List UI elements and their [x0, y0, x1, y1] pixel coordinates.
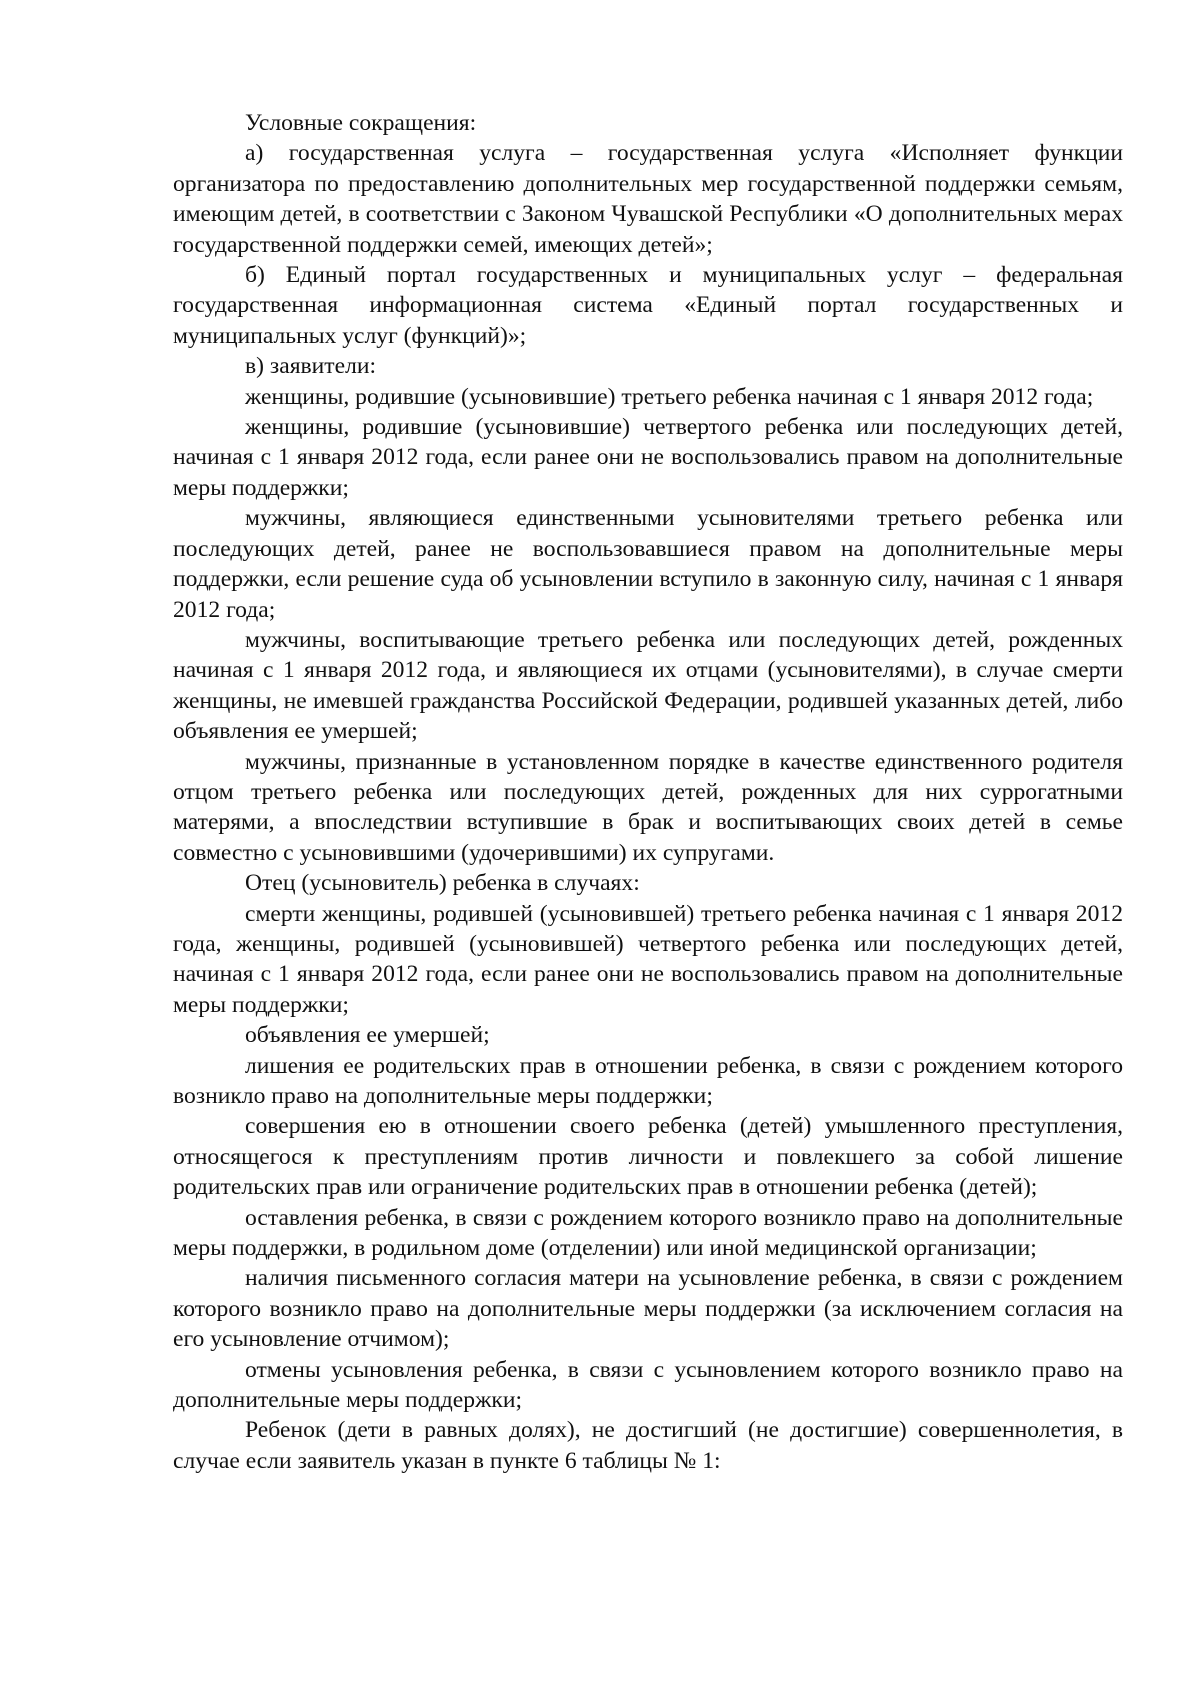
paragraph-case-deprivation: лишения ее родительских прав в отношении ребенка, в связи с рождением которого возникло право на дополнительные меры поддержки; [173, 1052, 1123, 1109]
paragraph-public-service: а) государственная услуга – государственная услуга «Исполняет функции организатора по предоставлению дополнительных мер государственной поддержки семьям, имеющим детей, в соответствии с Законом Чувашской Республики «О дополнительных мерах государственной поддержки семей, имеющих детей»; [173, 140, 1123, 258]
paragraph-case-death: смерти женщины, родившей (усыновившей) третьего ребенка начиная с 1 января 2012 года, женщины, родившей (усыновившей) четвертого ребенка или последующих детей, начиная с 1 января 2012 года, если ранее они не воспользовались правом на дополнительные меры поддержки; [173, 900, 1123, 1018]
paragraph-case-consent: наличия письменного согласия матери на усыновление ребенка, в связи с рождением которого возникло право на дополнительные меры поддержки (за исключением согласия на его усыновление отчимом); [173, 1265, 1123, 1353]
paragraph-men-sole-adopters: мужчины, являющиеся единственными усыновителями третьего ребенка или последующих детей, ранее не воспользовавшиеся правом на дополнительные меры поддержки, если решение суда об усыновлении вступило в законную силу, начиная с 1 января 2012 года; [173, 505, 1123, 623]
paragraph-women-fourth-child: женщины, родившие (усыновившие) четвертого ребенка или последующих детей, начиная с 1 января 2012 года, если ранее они не воспользовались правом на дополнительные меры поддержки; [173, 414, 1123, 501]
paragraph-case-declared-dead: объявления ее умершей; [245, 1022, 490, 1049]
paragraph-case-abandonment: оставления ребенка, в связи с рождением которого возникло право на дополнительные меры поддержки, в родильном доме (отделении) или иной медицинской организации; [173, 1204, 1123, 1262]
document-page [173, 108, 1123, 1476]
paragraph-child-applicant: Ребенок (дети в равных долях), не достигший (не достигшие) совершеннолетия, в случае если заявитель указан в пункте 6 таблицы № 1: [173, 1417, 1123, 1474]
paragraph-case-adoption-cancel: отмены усыновления ребенка, в связи с усыновлением которого возникло право на дополнительные меры поддержки; [173, 1356, 1123, 1414]
paragraph-men-single-parents: мужчины, признанные в установленном порядке в качестве единственного родителя отцом третьего ребенка или последующих детей, рожденных для них суррогатными матерями, а впоследствии вступившие в брак и воспитывающих своих детей в семье совместно с усыновившими (удочерившими) их супругами. [173, 748, 1123, 866]
paragraph-case-crime: совершения ею в отношении своего ребенка (детей) умышленного преступления, относящегося к преступлениям против личности и повлекшего за собой лишение родительских прав или ограничение родительских прав в отношении ребенка (детей); [173, 1113, 1123, 1201]
paragraph-unified-portal: б) Единый портал государственных и муниципальных услуг – федеральная государственная информационная система «Единый портал государственных и муниципальных услуг (функций)»; [173, 262, 1123, 349]
paragraph-applicants: в) заявители: [245, 353, 377, 380]
paragraph-women-third-child: женщины, родившие (усыновившие) третьего ребенка начиная с 1 января 2012 года; [245, 383, 1094, 410]
abbreviations-heading: Условные сокращения: [245, 110, 477, 136]
paragraph-men-raising-children: мужчины, воспитывающие третьего ребенка или последующих детей, рожденных начиная с 1 января 2012 года, и являющиеся их отцами (усыновителями), в случае смерти женщины, не имевшей гражданства Российской Федерации, родившей указанных детей, либо объявления ее умершей; [173, 626, 1123, 745]
paragraph-father-cases: Отец (усыновитель) ребенка в случаях: [245, 870, 640, 897]
